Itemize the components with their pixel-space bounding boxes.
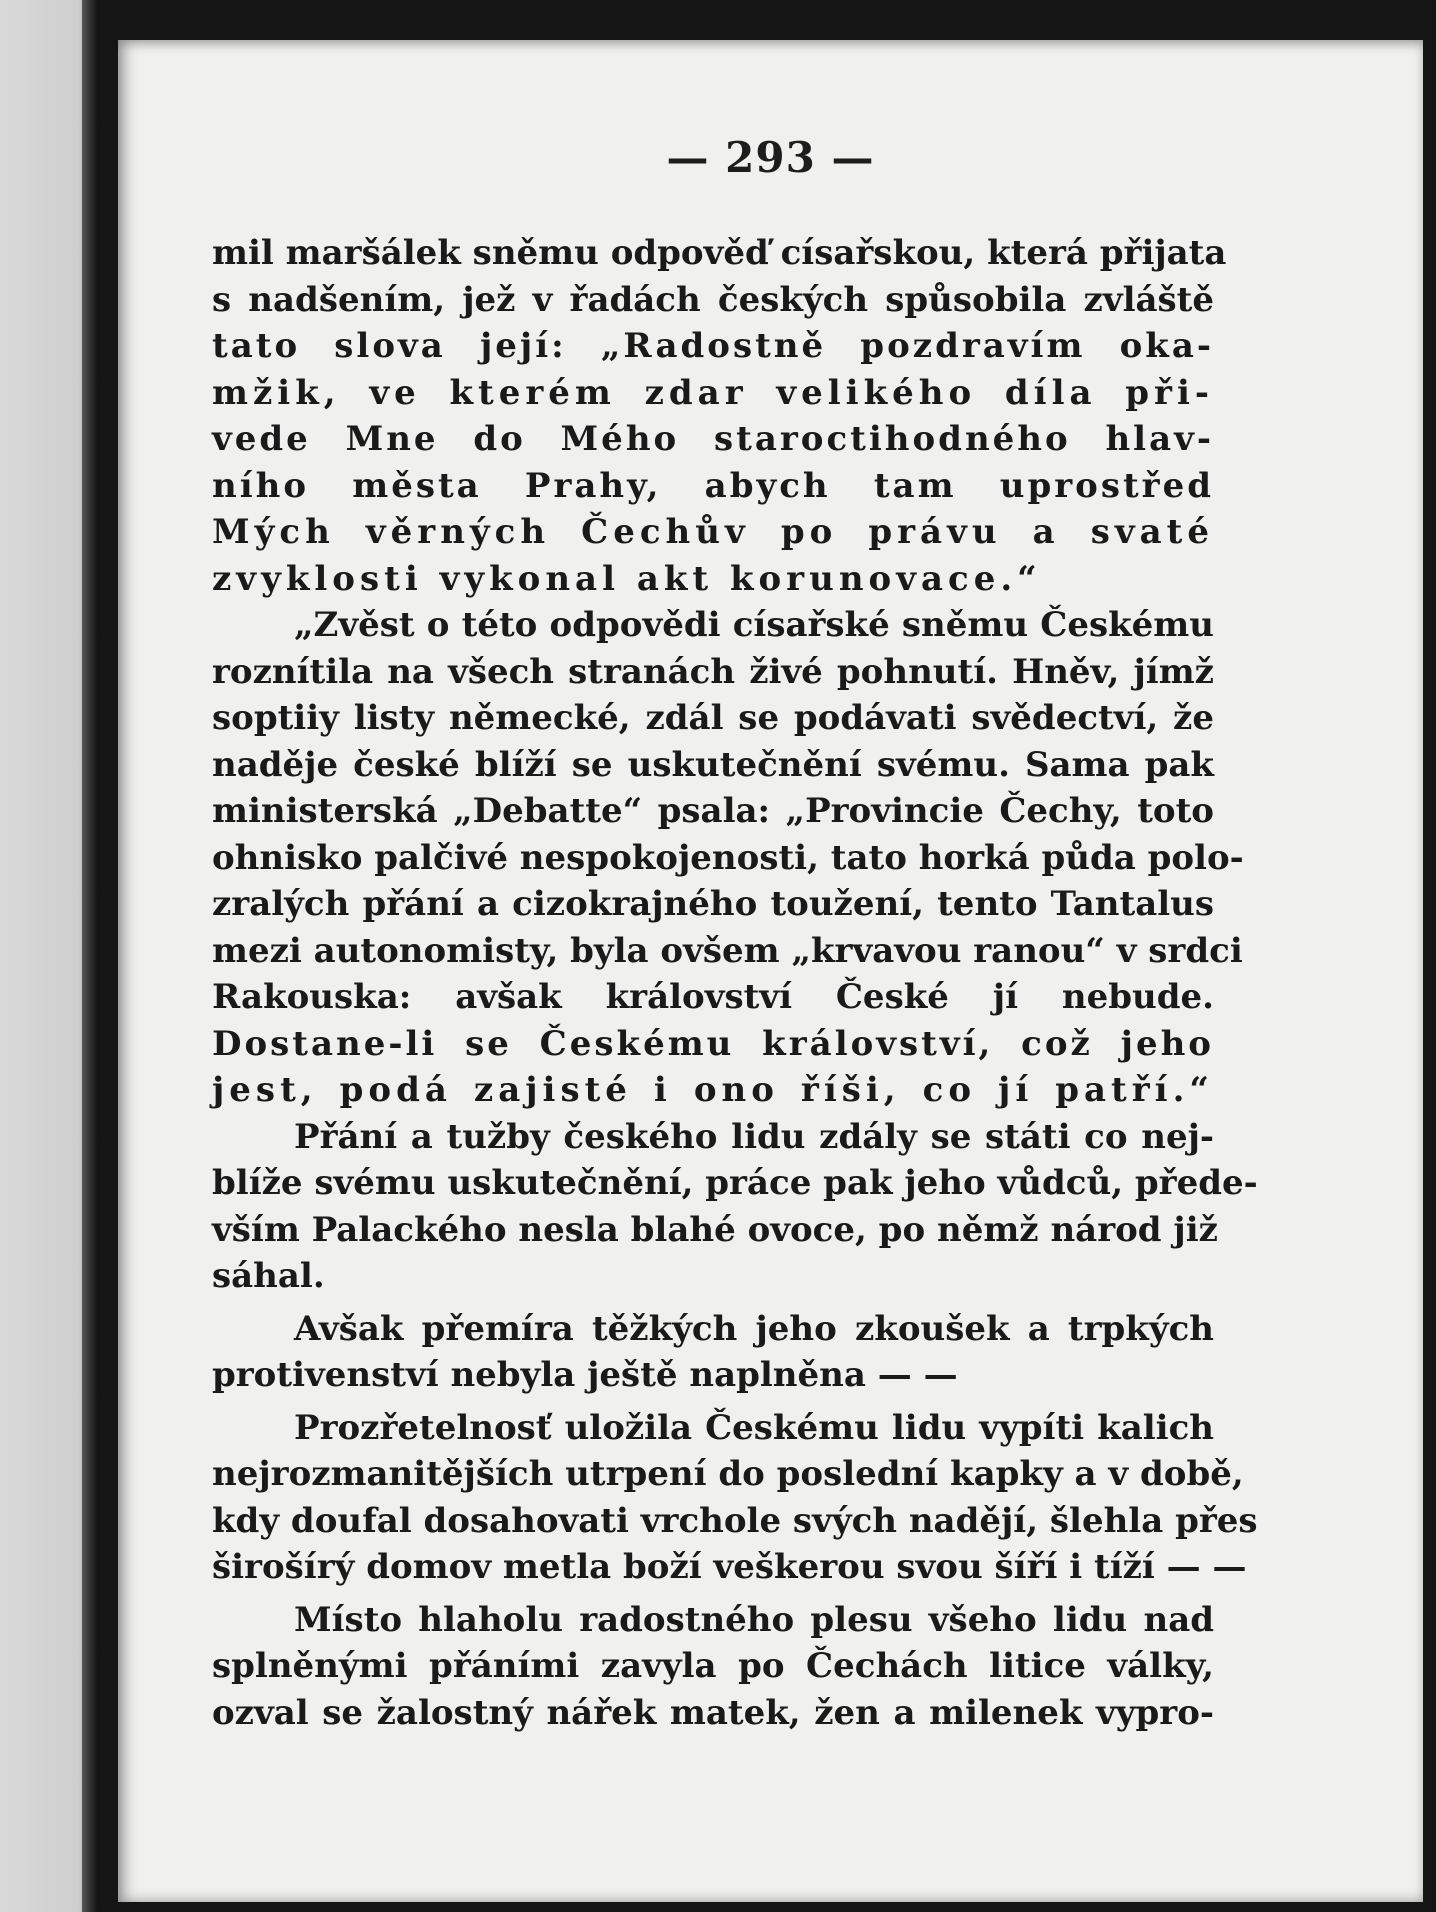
text-line: splněnými přáními zavyla po Čechách litice války, bbox=[212, 1646, 1214, 1686]
text-line: ministerská „Debatte“ psala: „Provincie Čechy, toto bbox=[212, 791, 1214, 831]
text-line: soptiiy listy německé, zdál se podávati svědectví, že bbox=[212, 698, 1214, 738]
text-line: nejrozmanitějších utrpení do poslední kapky a v době, bbox=[212, 1454, 1244, 1494]
text-line: jest, podá zajisté i ono říši, co jí patří.“ bbox=[212, 1070, 1214, 1110]
text-line: tato slova její: „Radostně pozdravím oka- bbox=[212, 326, 1214, 366]
text-line: kdy doufal dosahovati vrchole svých nadějí, šlehla přes bbox=[212, 1500, 1258, 1541]
text-line: Přání a tužby českého lidu zdály se státi co nej- bbox=[294, 1116, 1214, 1157]
text-line: ního města Prahy, abych tam uprostřed bbox=[212, 465, 1214, 506]
text-line: vede Mne do Mého staroctihodného hlav- bbox=[212, 419, 1214, 459]
text-line: Rakouska: avšak království České jí nebude. bbox=[212, 977, 1214, 1017]
text-line: s nadšením, jež v řadách českých spůsobila zvláště bbox=[212, 279, 1214, 320]
text-line: Mých věrných Čechův po právu a svaté bbox=[212, 512, 1214, 552]
text-line: Místo hlaholu radostného plesu všeho lidu nad bbox=[294, 1599, 1214, 1640]
body-text bbox=[212, 230, 1258, 1736]
text-line: mil maršálek sněmu odpověď císařskou, která přijata bbox=[212, 233, 1227, 273]
page-number: — 293 — bbox=[666, 133, 875, 182]
text-line: Prozřetelnosť uložila Českému lidu vypíti kalich bbox=[294, 1407, 1214, 1448]
text-line: Avšak přemíra těžkých jeho zkoušek a trpkých bbox=[294, 1308, 1214, 1349]
text-line: mezi autonomisty, byla ovšem „krvavou ranou“ v srdci bbox=[212, 930, 1243, 971]
text-line: sáhal. bbox=[212, 1256, 325, 1296]
text-line: ohnisko palčivé nespokojenosti, tato horká půda polo- bbox=[212, 837, 1244, 878]
text-line: zvyklosti vykonal akt korunovace.“ bbox=[212, 558, 1042, 599]
text-line: protivenství nebyla ještě naplněna — — bbox=[212, 1355, 958, 1395]
previous-page-edge bbox=[0, 0, 98, 1912]
text-line: zralých přání a cizokrajného toužení, tento Tantalus bbox=[212, 884, 1214, 924]
text-line: vším Palackého nesla blahé ovoce, po němž národ již bbox=[212, 1209, 1218, 1250]
text-line: mžik, ve kterém zdar velikého díla při- bbox=[212, 372, 1214, 413]
text-line: ozval se žalostný nářek matek, žen a milenek vypro- bbox=[212, 1692, 1214, 1733]
text-line: naděje české blíží se uskutečnění svému. Sama pak bbox=[212, 744, 1214, 785]
text-line: „Zvěst o této odpovědi císařské sněmu Českému bbox=[294, 605, 1214, 645]
text-line: blíže svému uskutečnění, práce pak jeho vůdců, přede- bbox=[212, 1163, 1258, 1203]
book-page bbox=[118, 40, 1423, 1902]
text-line: širošírý domov metla boží veškerou svou šíří i tíží — — bbox=[212, 1547, 1247, 1587]
text-line: Dostane-li se Českému království, což jeho bbox=[212, 1023, 1214, 1064]
text-line: roznítila na všech stranách živé pohnutí. Hněv, jímž bbox=[212, 651, 1214, 692]
